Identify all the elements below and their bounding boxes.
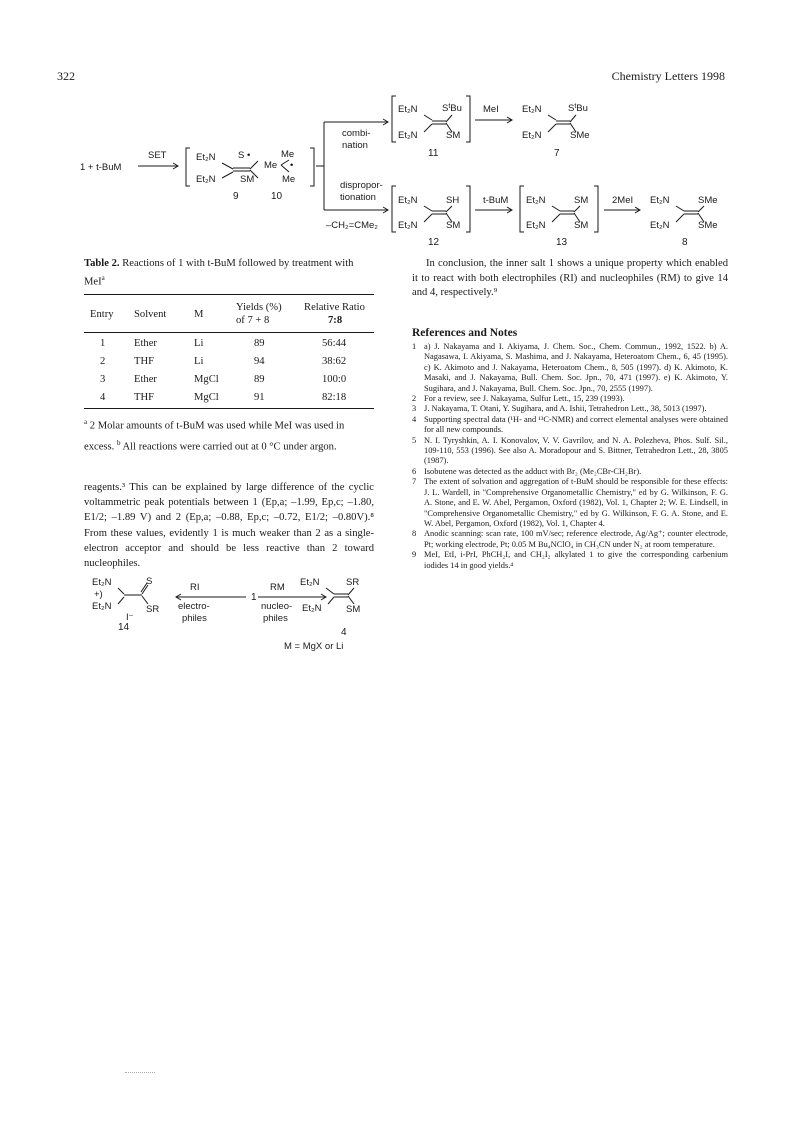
- reference-item: [412, 477, 728, 529]
- reference-number: 3: [412, 404, 417, 414]
- reference-text: a) J. Nakayama and I. Akiyama, J. Chem. Soc., Chem. Commun., 1992, 1522. b) A. Nagasawa, I. Akiyama, S. Mashima, and J. Nakayama, Heteroatom Chem., 6, 45 (1995). c) K. Akimoto and J. Nakayama, Heteroatom Chem., 8, 505 (1997). d) K. Akimoto, K. Masaki, and J. Nakayama, Bull. Chem. Soc. Jpn., 70, 471 (1997). e) K. Akimoto, Y. Sugihara, and J. Nakayama, Bull. Chem. Soc. Jpn., 70, 2555 (1997).: [424, 342, 728, 393]
- tbum-label: t-BuM: [483, 195, 509, 206]
- svg-text:Me: Me: [282, 174, 296, 185]
- table-caption-mark: a: [101, 274, 105, 282]
- compound-14: 14: [118, 622, 130, 633]
- reference-number: 7: [412, 477, 417, 487]
- svg-text:Et₂N: Et₂N: [398, 130, 418, 141]
- header-ratio-1: Relative Ratio: [304, 302, 365, 313]
- svg-text:Me: Me: [281, 149, 295, 160]
- reference-text: Anodic scanning: scan rate, 100 mV/sec; reference electrode, Ag/Ag⁺; counter electrode, Pt; working electrode, Pt; 0.05 M Bu₄NClO₄ in CH₃CN under N₂ at room temperature.: [424, 529, 728, 549]
- svg-text:Et₂N: Et₂N: [526, 195, 546, 206]
- cell-ratio: 100:0: [322, 374, 347, 385]
- svg-text:Et₂N: Et₂N: [398, 220, 418, 231]
- reference-item: [412, 394, 728, 404]
- body-text-right: In conclusion, the inner salt 1 shows a unique property which enabled it to react with both electrophiles (RI) and nucleophiles (RM) to give 14 and 4, respectively.⁹: [412, 258, 728, 298]
- cell-m: MgCl: [194, 392, 219, 403]
- cell-entry: 3: [100, 374, 106, 385]
- header-yields-1: Yields (%): [236, 302, 282, 313]
- compound-7: 7: [554, 148, 560, 159]
- header-entry: Entry: [90, 309, 114, 320]
- reference-number: 2: [412, 394, 417, 404]
- page-mark: [125, 1072, 155, 1073]
- reference-item: [412, 467, 728, 477]
- combination-label-2: nation: [342, 140, 368, 151]
- compound-9: 9: [233, 191, 239, 202]
- svg-text:Et₂N: Et₂N: [92, 601, 112, 612]
- reference-item: [412, 404, 728, 414]
- reference-number: 4: [412, 414, 417, 424]
- svg-text:Et₂N: Et₂N: [522, 104, 542, 115]
- svg-text:S: S: [146, 576, 153, 587]
- table-caption-text: Reactions of 1 with t-BuM followed by treatment with MeI: [84, 258, 354, 288]
- footnote-a: 2 Molar amounts of t-BuM was used while MeI was used in excess.: [84, 420, 345, 453]
- isobutene-label: –CH₂=CMe₂: [326, 220, 378, 231]
- cell-entry: 2: [100, 356, 106, 367]
- reference-number: 9: [412, 550, 417, 560]
- svg-text:Et₂N: Et₂N: [92, 577, 112, 588]
- reference-text: Isobutene was detected as the adduct with Br₂ (Me₂CBr-CH₂Br).: [424, 466, 642, 476]
- electrophiles-label-2: philes: [182, 613, 207, 624]
- svg-text:Me: Me: [264, 160, 278, 171]
- compound-12: 12: [428, 237, 440, 248]
- svg-text:+): +): [94, 589, 103, 600]
- svg-text:Et₂N: Et₂N: [398, 104, 418, 115]
- svg-text:I⁻: I⁻: [126, 612, 134, 623]
- table-footnote: $^a$ 2 Molar amounts of t-BuM was used while MeI was used in excess. $^b$ All reactions were carried out at 0 °C under argon.: [84, 418, 345, 453]
- nucleophiles-label-2: philes: [263, 613, 288, 624]
- cell-m: MgCl: [194, 374, 219, 385]
- compound-11: 11: [428, 148, 439, 159]
- svg-text:Et₂N: Et₂N: [522, 130, 542, 141]
- body-text-left: reagents.³ This can be explained by large difference of the cyclic voltammetric peak potentials between 1 (Ep,a; –1.99, Ep,c; –1.80, E1/2; –1.89 V) and 2 (Ep,a; –0.88, Ep,c; –0.72, E1/2; –0.80V).⁸ From these values, evidently 1 is much weaker than 2 as a single-electron acceptor and should be less reactive than 2 toward nucleophiles.: [84, 482, 374, 570]
- page-number: 322: [57, 69, 75, 83]
- reference-text: J. Nakayama, T. Otani, Y. Sugihara, and A. Ishii, Tetrahedron Lett., 38, 5013 (1997).: [424, 404, 707, 414]
- reference-item: [412, 342, 728, 394]
- references-heading: References and Notes: [412, 327, 518, 339]
- svg-text:SM: SM: [574, 195, 589, 206]
- compound-8: 8: [682, 237, 688, 248]
- reference-text: N. I. Tyryshkin, A. I. Konovalov, V. V. Gavrilov, and N. A. Polezheva, Phos. Sulf. Sil., 109-110, 553 (1996). See also A. Moradopour and S. Bittner, Tetrahedron Lett., 28, 3805 (1987).: [424, 435, 728, 466]
- reference-number: 1: [412, 342, 417, 351]
- svg-text:Et₂N: Et₂N: [196, 152, 216, 163]
- cell-solvent: Ether: [134, 374, 157, 385]
- svg-text:StBu: $S^tBu$: [568, 103, 588, 114]
- svg-text:•: •: [290, 160, 294, 171]
- rm-label: RM: [270, 582, 285, 593]
- svg-text:StBu: $S^tBu$: [442, 103, 462, 114]
- svg-text:SR: SR: [346, 577, 360, 588]
- reference-item: [412, 415, 728, 436]
- cell-yield: 91: [254, 392, 265, 403]
- reference-text: The extent of solvation and aggregation of t-BuM should be responsible for these effects: J. L. Wardell, in "Comprehensive Organometallic Chemistry," ed by G. Wilkinson, F. G. A. Stone, and E. W. Abel, Pergamon, Oxford (1982), Vol. 1, Chapter 2; W. E. Lindsell, in "Comprehensive Organometallic Chemistry," ed by G. Wilkinson, F. G. A. Stone, and E. W. Abel, Pergamon, Oxford (1982), Vol. 1, Chapter 4.: [424, 477, 728, 528]
- reference-text: For a review, see J. Nakayama, Sulfur Lett., 15, 239 (1993).: [424, 394, 625, 404]
- electrophiles-label-1: electro-: [178, 601, 210, 612]
- header-solvent: Solvent: [134, 309, 167, 320]
- svg-text:SM: SM: [240, 174, 255, 185]
- disproportionation-label-2: tionation: [340, 192, 376, 203]
- svg-text:SH: SH: [446, 195, 460, 206]
- svg-text:S •: S •: [238, 150, 251, 161]
- cell-solvent: THF: [134, 356, 155, 367]
- compound-1: 1: [251, 592, 257, 603]
- header-yields-2: of 7 + 8: [236, 315, 270, 326]
- cell-ratio: 56:44: [322, 338, 347, 349]
- cell-ratio: 38:62: [322, 356, 347, 367]
- cell-solvent: Ether: [134, 338, 157, 349]
- cell-entry: 4: [100, 392, 106, 403]
- cell-solvent: THF: [134, 392, 155, 403]
- cell-entry: 1: [100, 338, 106, 349]
- combination-label-1: combi-: [342, 128, 371, 139]
- svg-text:SR: SR: [146, 604, 160, 615]
- table-2: [84, 294, 374, 409]
- journal-title: Chemistry Letters 1998: [611, 69, 725, 83]
- header-ratio-2: 7:8: [328, 315, 343, 326]
- svg-text:SMe: SMe: [698, 220, 718, 231]
- cell-yield: 89: [254, 374, 265, 385]
- cell-m: Li: [194, 338, 204, 349]
- cell-yield: 94: [254, 356, 265, 367]
- cell-yield: 89: [254, 338, 265, 349]
- cell-ratio: 82:18: [322, 392, 347, 403]
- compound-13: 13: [556, 237, 568, 248]
- reference-item: [412, 436, 728, 467]
- reference-text: MeI, EtI, i-PrI, PhCH₂I, and CH₂I₂ alkylated 1 to give the corresponding carbenium iodides 14 in good yields.⁴: [424, 550, 728, 570]
- ri-label: RI: [190, 582, 200, 593]
- reference-number: 5: [412, 435, 417, 445]
- svg-text:Et₂N: Et₂N: [398, 195, 418, 206]
- scheme-start: 1 + t-BuM: [80, 162, 122, 173]
- mei-label: MeI: [483, 104, 499, 115]
- svg-text:Et₂N: Et₂N: [196, 174, 216, 185]
- nucleophiles-label-1: nucleo-: [261, 601, 293, 612]
- cell-m: Li: [194, 356, 204, 367]
- references-list: [412, 342, 728, 571]
- footnote-b: All reactions were carried out at 0 °C under argon.: [122, 441, 337, 453]
- disproportionation-label-1: dispropor-: [340, 180, 383, 191]
- reference-text: Supporting spectral data (¹H- and ¹³C-NMR) and correct elemental analyses were obtained for all new compounds.: [424, 414, 728, 435]
- svg-text:SMe: SMe: [698, 195, 718, 206]
- set-label: SET: [148, 150, 167, 161]
- header-m: M: [194, 309, 204, 320]
- svg-text:Et₂N: Et₂N: [302, 603, 322, 614]
- svg-text:SM: SM: [446, 130, 461, 141]
- table-caption-label: Table 2.: [84, 258, 120, 269]
- svg-text:Et₂N: Et₂N: [526, 220, 546, 231]
- reference-number: 6: [412, 466, 417, 476]
- svg-text:Et₂N: Et₂N: [300, 577, 320, 588]
- table-caption: [84, 257, 374, 290]
- compound-10: 10: [271, 191, 283, 202]
- reference-item: [412, 550, 728, 571]
- svg-text:SM: SM: [346, 604, 361, 615]
- svg-text:SM: SM: [446, 220, 461, 231]
- m-note: M = MgX or Li: [284, 641, 344, 652]
- reference-number: 8: [412, 529, 417, 539]
- svg-text:SMe: SMe: [570, 130, 590, 141]
- svg-text:Et₂N: Et₂N: [650, 220, 670, 231]
- svg-text:Et₂N: Et₂N: [650, 195, 670, 206]
- reference-item: [412, 529, 728, 550]
- two-mei-label: 2MeI: [612, 195, 634, 206]
- svg-text:SM: SM: [574, 220, 589, 231]
- compound-4: 4: [341, 627, 347, 638]
